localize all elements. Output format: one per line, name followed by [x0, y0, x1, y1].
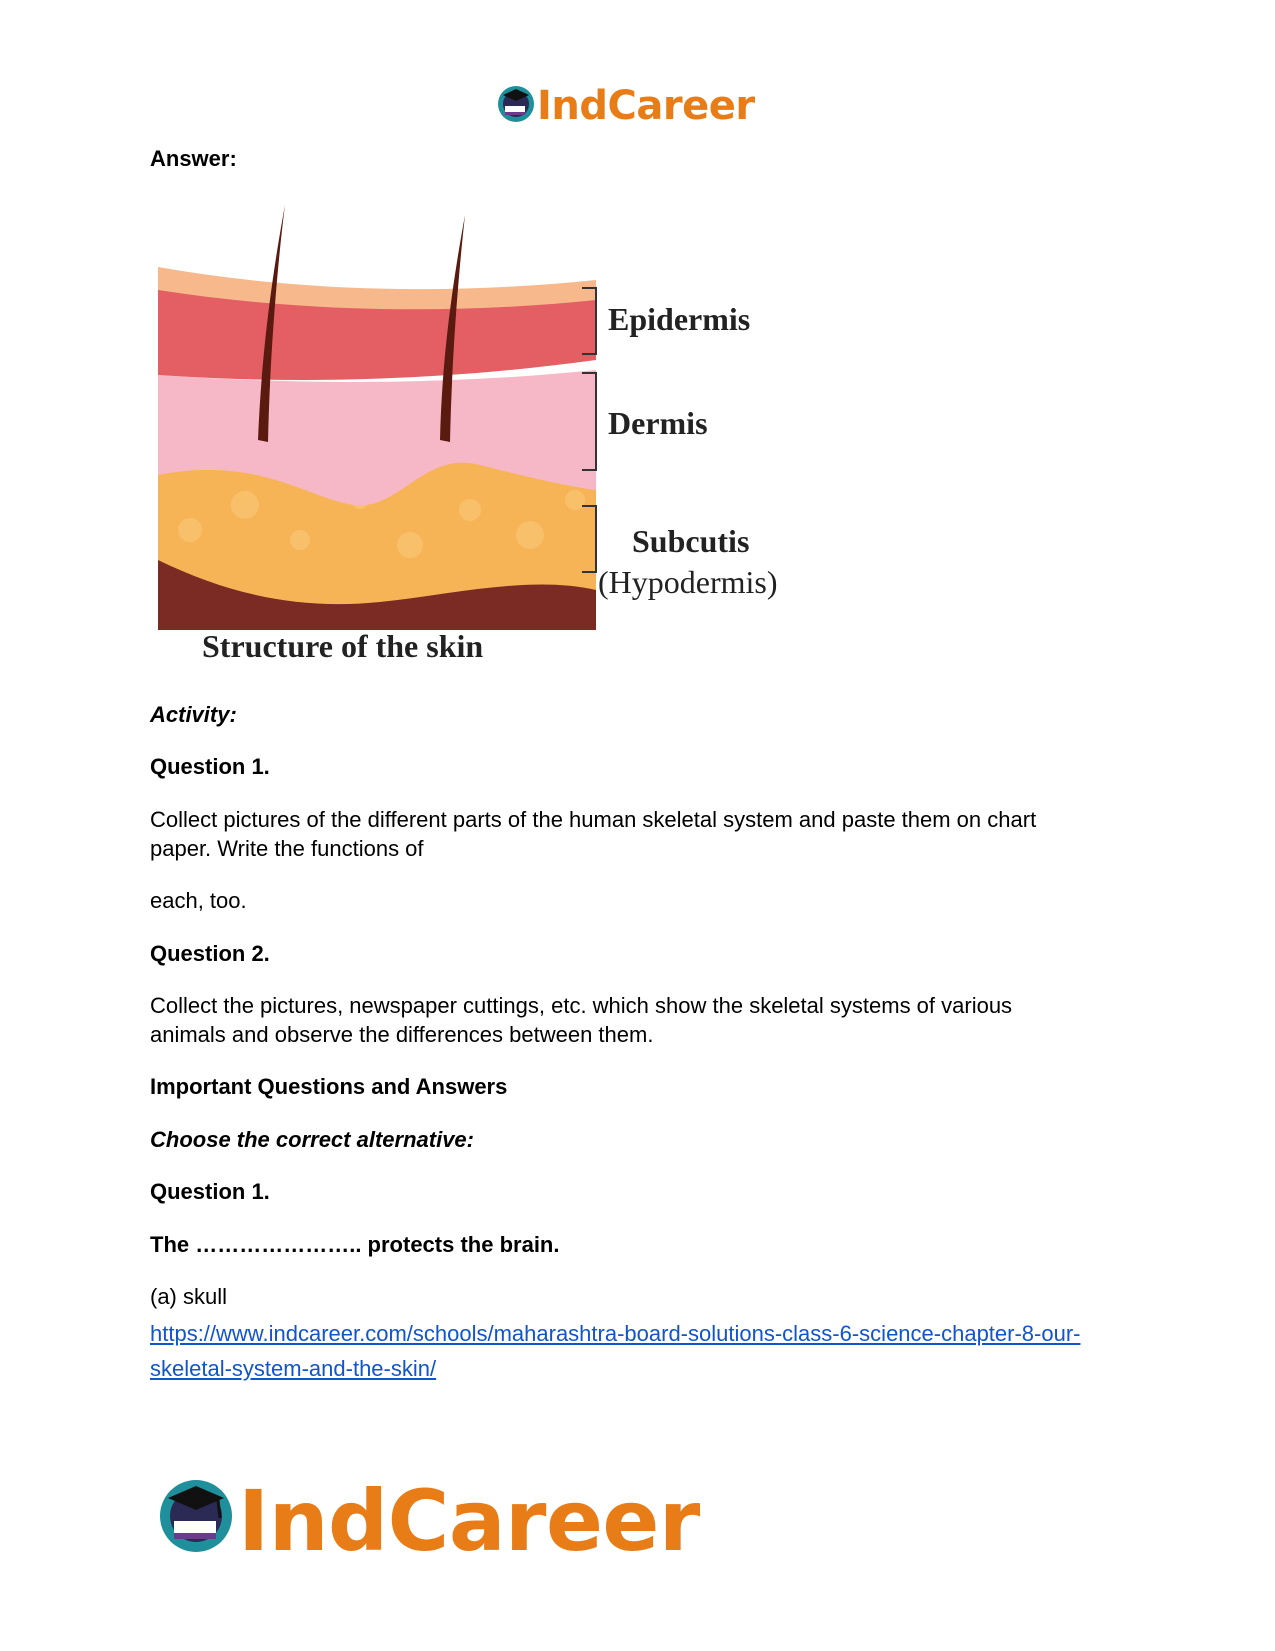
important-question-1-text: The ………………….. protects the brain.: [150, 1232, 560, 1257]
footer-link-line-1[interactable]: https://www.indcareer.com/schools/maharashtra-board-solutions-class-6-science-chapter-8-our-: [150, 1321, 1081, 1346]
brand-text-footer: IndCareer: [238, 1472, 700, 1566]
label-hypodermis: (Hypodermis): [598, 564, 778, 600]
activity-question-2-title: Question 2.: [150, 941, 270, 966]
label-dermis: Dermis: [608, 405, 708, 441]
activity-question-1-line-1: Collect pictures of the different parts of the human skeletal system and paste them on chart: [150, 807, 1037, 832]
label-epidermis: Epidermis: [608, 301, 751, 337]
important-heading: Important Questions and Answers: [150, 1074, 508, 1099]
activity-question-2-line-2: animals and observe the differences between them.: [150, 1022, 654, 1047]
important-subheading: Choose the correct alternative:: [150, 1127, 474, 1152]
answer-label: Answer:: [150, 146, 237, 171]
footer-logo: [158, 1466, 718, 1566]
skin-structure-figure: [150, 200, 830, 700]
brand-text: IndCareer: [537, 83, 755, 129]
activity-question-1-line-3: each, too.: [150, 888, 247, 913]
important-question-1-option-a: (a) skull: [150, 1284, 228, 1309]
graduation-cap-icon: [498, 86, 534, 122]
header-logo: [497, 78, 777, 130]
activity-label: Activity:: [150, 702, 237, 727]
activity-question-1-line-2: paper. Write the functions of: [150, 836, 424, 861]
footer-link-line-2[interactable]: skeletal-system-and-the-skin/: [150, 1356, 437, 1381]
activity-question-2-line-1: Collect the pictures, newspaper cuttings, etc. which show the skeletal systems of various: [150, 993, 1013, 1018]
figure-caption: Structure of the skin: [202, 628, 484, 664]
important-question-1-title: Question 1.: [150, 1179, 270, 1204]
graduation-cap-icon: [160, 1480, 232, 1552]
label-subcutis: Subcutis: [632, 523, 750, 559]
activity-question-1-title: Question 1.: [150, 754, 270, 779]
